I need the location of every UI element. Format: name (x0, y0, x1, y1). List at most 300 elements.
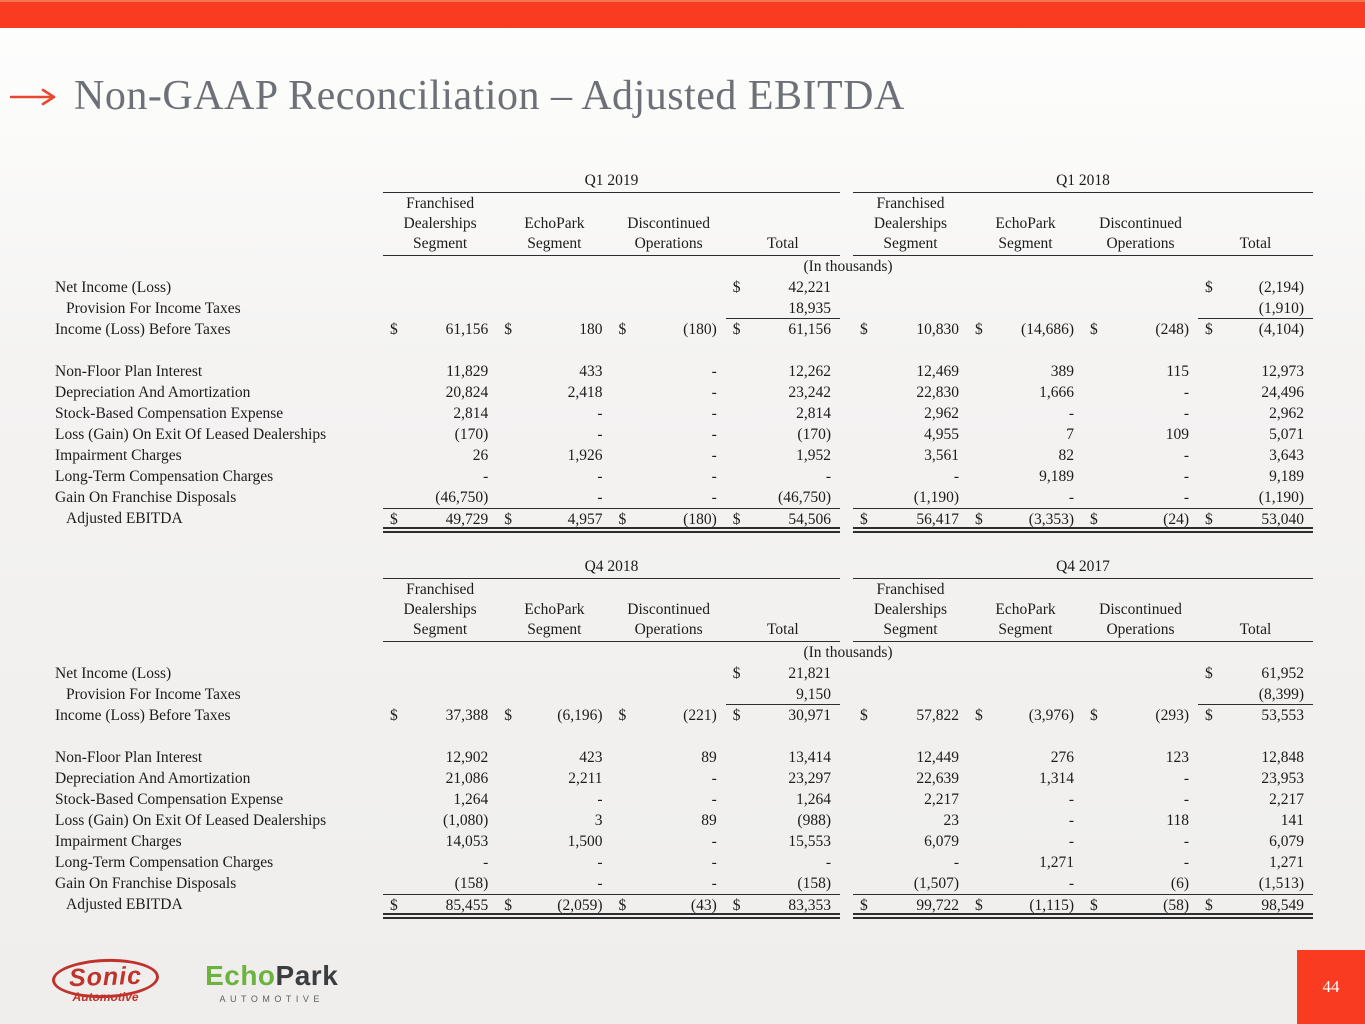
row-label: Provision For Income Taxes (66, 686, 241, 703)
dollar-sign: $ (860, 897, 868, 914)
amount-value: 12,973 (1261, 363, 1304, 380)
dollar-sign: $ (860, 707, 868, 724)
amount-value: 49,729 (445, 511, 489, 528)
amount-cell (497, 873, 611, 894)
amount-cell (1198, 319, 1313, 340)
group-gap (840, 663, 853, 684)
amount-cell (383, 895, 497, 913)
amount-cell (612, 509, 726, 527)
amount-cell (1198, 382, 1313, 403)
amount-value: 61,952 (1261, 665, 1304, 682)
column-headers (853, 579, 1313, 642)
table-row (55, 831, 1313, 852)
amount-group (853, 466, 1313, 487)
column-header: EchoPark Segment (524, 215, 585, 252)
amount-cell (1083, 663, 1198, 684)
amount-cell (612, 684, 726, 705)
amount-cell (612, 298, 726, 319)
amount-value: (6) (1170, 875, 1189, 892)
amount-value: - (1183, 833, 1189, 850)
amount-cell (383, 810, 497, 831)
dollar-sign: $ (618, 897, 627, 914)
amount-cell (726, 298, 840, 319)
column-header: Franchised Dealerships Segment (403, 195, 477, 252)
dollar-sign: $ (504, 321, 512, 338)
amount-value: 53,553 (1261, 707, 1304, 724)
amount-cell (853, 445, 968, 466)
amount-value: 30,971 (788, 707, 831, 724)
amount-value: - (1068, 489, 1074, 506)
echopark-automotive-logo (205, 960, 338, 1004)
amount-cell (968, 768, 1083, 789)
top-accent-bar (0, 0, 1365, 28)
amount-value: (1,190) (1258, 489, 1304, 506)
amount-cell (1198, 873, 1313, 894)
amount-group (853, 361, 1313, 382)
amount-cell (612, 852, 726, 873)
amount-cell (1083, 277, 1198, 298)
amount-group (853, 768, 1313, 789)
amount-cell (968, 319, 1083, 340)
label-column-spacer (55, 256, 383, 277)
amount-value: 3 (594, 812, 603, 829)
amount-value: 12,469 (916, 363, 959, 380)
amount-cell (853, 810, 968, 831)
amount-group (853, 445, 1313, 466)
amount-value: (6,196) (557, 707, 603, 724)
amount-cell (1198, 810, 1313, 831)
amount-cell (612, 663, 726, 684)
group-gap (840, 361, 853, 382)
dollar-sign: $ (732, 279, 741, 296)
reconciliation-table (55, 556, 1313, 919)
period-title: Q1 2018 (853, 170, 1313, 193)
table-header (55, 556, 1313, 642)
amount-value: 42,221 (788, 279, 831, 296)
amount-cell (1083, 895, 1198, 913)
amount-cell (497, 466, 611, 487)
amount-cell (1083, 873, 1198, 894)
title-block (10, 72, 905, 120)
amount-cell (968, 509, 1083, 527)
amount-cell (1083, 831, 1198, 852)
row-label: Long-Term Compensation Charges (55, 468, 274, 485)
amount-value: 4,957 (567, 511, 603, 528)
amount-cell (383, 298, 497, 319)
amount-cell (612, 277, 726, 298)
column-header: Franchised Dealerships Segment (873, 195, 948, 252)
amount-cell (853, 361, 968, 382)
column-header: Total (767, 621, 799, 638)
amount-value: (43) (690, 897, 717, 914)
amount-value: 6,079 (1269, 833, 1304, 850)
amount-cell (853, 466, 968, 487)
amount-cell (853, 424, 968, 445)
amount-value: 4,955 (924, 426, 959, 443)
amount-cell (1198, 831, 1313, 852)
column-headers (383, 579, 840, 642)
amount-group (383, 873, 840, 894)
amount-cell (726, 684, 840, 705)
amount-group (383, 705, 840, 726)
amount-cell (968, 466, 1083, 487)
amount-value: - (1183, 854, 1189, 871)
row-label: Impairment Charges (55, 447, 182, 464)
amount-cell (612, 895, 726, 913)
amount-cell (968, 810, 1083, 831)
amount-value: (1,115) (1029, 897, 1074, 914)
group-gap (840, 831, 853, 852)
amount-value: 23,242 (788, 384, 831, 401)
amount-value: 2,962 (1269, 405, 1304, 422)
amount-cell (853, 768, 968, 789)
amount-value: - (597, 791, 603, 808)
amount-group (383, 466, 840, 487)
amount-cell (383, 487, 497, 508)
amount-value: (221) (683, 707, 717, 724)
amount-cell (853, 831, 968, 852)
amount-value: (8,399) (1258, 686, 1304, 703)
amount-value: (1,080) (443, 812, 489, 829)
amount-cell (1083, 487, 1198, 508)
amount-group (383, 487, 840, 508)
amount-cell (1198, 747, 1313, 768)
amount-group (383, 277, 840, 298)
amount-value: - (597, 854, 603, 871)
amount-cell (497, 852, 611, 873)
dollar-sign: $ (1205, 665, 1213, 682)
amount-cell (383, 361, 497, 382)
amount-value: - (953, 854, 959, 871)
amount-cell (497, 509, 611, 527)
amount-cell (497, 319, 611, 340)
amount-cell (968, 747, 1083, 768)
row-label: Net Income (Loss) (55, 279, 172, 296)
amount-cell (612, 487, 726, 508)
amount-group (853, 424, 1313, 445)
amount-value: 14,053 (445, 833, 489, 850)
amount-cell (612, 789, 726, 810)
amount-group (383, 747, 840, 768)
table-row (55, 747, 1313, 768)
table-row (55, 466, 1313, 487)
column-header: Discontinued Operations (627, 601, 710, 638)
row-label: Provision For Income Taxes (66, 300, 241, 317)
amount-cell (612, 361, 726, 382)
amount-cell (726, 445, 840, 466)
dollar-sign: $ (390, 511, 398, 528)
amount-cell (383, 424, 497, 445)
amount-cell (383, 663, 497, 684)
dollar-sign: $ (1205, 707, 1213, 724)
amount-value: - (483, 468, 489, 485)
amount-group (853, 298, 1313, 319)
amount-group (383, 298, 840, 319)
amount-group (853, 810, 1313, 831)
sonic-logo-text: Sonic (68, 961, 143, 993)
column-header: Discontinued Operations (1099, 601, 1182, 638)
dollar-sign: $ (732, 511, 741, 528)
amount-cell (968, 873, 1083, 894)
amount-value: (2,194) (1258, 279, 1304, 296)
amount-value: 13,414 (788, 749, 831, 766)
amount-value: 89 (701, 812, 717, 829)
amount-cell (383, 466, 497, 487)
amount-cell (1083, 445, 1198, 466)
amount-cell (968, 684, 1083, 705)
group-gap (840, 768, 853, 789)
amount-group (853, 663, 1313, 684)
amount-cell (968, 487, 1083, 508)
amount-group (853, 831, 1313, 852)
amount-value: - (711, 791, 717, 808)
amount-cell (853, 852, 968, 873)
amount-value: (1,910) (1258, 300, 1304, 317)
amount-value: 7 (1066, 426, 1074, 443)
amount-value: 23,953 (1261, 770, 1304, 787)
amount-value: 2,211 (568, 770, 603, 787)
column-header: Franchised Dealerships Segment (873, 581, 948, 638)
row-label: Non-Floor Plan Interest (55, 749, 203, 766)
amount-cell (497, 768, 611, 789)
footer (52, 959, 338, 1004)
amount-cell (853, 319, 968, 340)
column-headers (853, 193, 1313, 256)
table-row (55, 508, 1313, 533)
table-row (55, 424, 1313, 445)
table-row (55, 445, 1313, 466)
amount-value: (1,513) (1258, 875, 1304, 892)
dollar-sign: $ (504, 897, 512, 914)
amount-value: 83,353 (788, 897, 831, 914)
amount-value: - (711, 363, 717, 380)
amount-cell (1198, 487, 1313, 508)
dollar-sign: $ (732, 321, 741, 338)
amount-cell (383, 445, 497, 466)
amount-group (853, 403, 1313, 424)
group-gap (840, 810, 853, 831)
dollar-sign: $ (618, 511, 627, 528)
amount-value: (170) (454, 426, 489, 443)
sonic-automotive-logo (52, 959, 159, 1004)
amount-value: - (1183, 770, 1189, 787)
amount-cell (1198, 768, 1313, 789)
group-gap (840, 466, 853, 487)
amount-cell (383, 277, 497, 298)
amount-cell (1198, 445, 1313, 466)
page-number: 44 (1322, 977, 1340, 996)
column-header: Total (1239, 235, 1272, 252)
row-label: Impairment Charges (55, 833, 182, 850)
amount-cell (497, 895, 611, 913)
amount-value: 5,071 (1269, 426, 1304, 443)
amount-cell (726, 361, 840, 382)
amount-value: 21,086 (445, 770, 489, 787)
amount-cell (612, 768, 726, 789)
table-row (55, 810, 1313, 831)
group-gap (840, 684, 853, 705)
amount-group (383, 663, 840, 684)
amount-group (853, 747, 1313, 768)
amount-value: 20,824 (445, 384, 489, 401)
amount-value: 24,496 (1261, 384, 1304, 401)
amount-group (853, 382, 1313, 403)
amount-cell (383, 831, 497, 852)
amount-value: (293) (1155, 707, 1189, 724)
amount-value: - (1183, 405, 1189, 422)
row-label: Adjusted EBITDA (66, 896, 183, 913)
amount-value: 26 (472, 447, 489, 464)
dollar-sign: $ (1205, 897, 1213, 914)
units-row (55, 256, 1313, 277)
amount-cell (1083, 705, 1198, 726)
echopark-logo-subtext: AUTOMOTIVE (219, 993, 324, 1004)
amount-cell (968, 424, 1083, 445)
amount-cell (497, 382, 611, 403)
label-column-spacer (55, 556, 383, 642)
echopark-logo-text: EchoPark (205, 959, 339, 991)
amount-value: 53,040 (1261, 511, 1304, 528)
dollar-sign: $ (1090, 511, 1098, 528)
column-header: Discontinued Operations (627, 215, 710, 252)
table-row (55, 382, 1313, 403)
amount-value: 1,264 (796, 791, 831, 808)
amount-cell (383, 705, 497, 726)
amount-cell (383, 403, 497, 424)
amount-cell (968, 663, 1083, 684)
dollar-sign: $ (975, 897, 983, 914)
amount-cell (1083, 747, 1198, 768)
amount-value: - (597, 489, 603, 506)
row-label: Adjusted EBITDA (66, 510, 183, 527)
amount-value: 118 (1166, 812, 1189, 829)
amount-cell (853, 747, 968, 768)
column-header: EchoPark Segment (995, 215, 1056, 252)
period-title: Q4 2017 (853, 556, 1313, 579)
amount-cell (1198, 277, 1313, 298)
dollar-sign: $ (1090, 897, 1098, 914)
dollar-sign: $ (975, 707, 983, 724)
amount-cell (968, 789, 1083, 810)
amount-group (853, 684, 1313, 705)
amount-cell (1083, 789, 1198, 810)
amount-value: - (711, 489, 717, 506)
amount-group (853, 852, 1313, 873)
amount-cell (968, 361, 1083, 382)
amount-cell (726, 768, 840, 789)
amount-cell (497, 663, 611, 684)
row-label: Gain On Franchise Disposals (55, 875, 237, 892)
amount-cell (1198, 509, 1313, 527)
amount-group (383, 445, 840, 466)
group-gap (840, 445, 853, 466)
amount-cell (726, 705, 840, 726)
sonic-oval-swoosh (51, 957, 159, 1000)
dollar-sign: $ (618, 321, 627, 338)
amount-value: (1,507) (913, 875, 959, 892)
amount-cell (726, 852, 840, 873)
amount-value: 423 (579, 749, 603, 766)
row-label: Income (Loss) Before Taxes (55, 707, 231, 724)
amount-value: 22,830 (916, 384, 959, 401)
dollar-sign: $ (732, 897, 741, 914)
amount-value: 12,848 (1261, 749, 1304, 766)
amount-value: 23,297 (788, 770, 831, 787)
amount-cell (612, 873, 726, 894)
amount-cell (726, 319, 840, 340)
units-note: (In thousands) (803, 258, 893, 275)
units-row (55, 642, 1313, 663)
dollar-sign: $ (390, 321, 398, 338)
table-row (55, 663, 1313, 684)
amount-value: 12,902 (445, 749, 489, 766)
dollar-sign: $ (504, 511, 512, 528)
amount-value: - (825, 468, 831, 485)
table-row (55, 403, 1313, 424)
row-label: Stock-Based Compensation Expense (55, 791, 284, 808)
amount-cell (726, 873, 840, 894)
amount-value: - (711, 770, 717, 787)
amount-cell (497, 277, 611, 298)
amount-value: - (1068, 791, 1074, 808)
amount-value: 23 (943, 812, 959, 829)
amount-value: (24) (1163, 511, 1189, 528)
amount-value: - (711, 854, 717, 871)
row-label: Loss (Gain) On Exit Of Leased Dealerships (55, 812, 327, 829)
amount-cell (383, 684, 497, 705)
amount-cell (497, 747, 611, 768)
amount-cell (383, 382, 497, 403)
amount-value: - (597, 426, 603, 443)
group-gap (840, 852, 853, 873)
dollar-sign: $ (860, 511, 868, 528)
amount-value: - (597, 405, 603, 422)
dollar-sign: $ (618, 707, 627, 724)
amount-cell (853, 663, 968, 684)
amount-cell (612, 424, 726, 445)
amount-value: 115 (1166, 363, 1189, 380)
amount-cell (853, 487, 968, 508)
amount-cell (968, 298, 1083, 319)
dollar-sign: $ (1205, 321, 1213, 338)
column-header: Franchised Dealerships Segment (403, 581, 477, 638)
table-row (55, 487, 1313, 508)
amount-value: 12,262 (788, 363, 831, 380)
group-gap (840, 894, 853, 919)
amount-cell (497, 831, 611, 852)
amount-value: 98,549 (1261, 897, 1304, 914)
amount-value: - (711, 447, 717, 464)
amount-value: - (1068, 812, 1074, 829)
column-header: Total (767, 235, 799, 252)
amount-group (853, 789, 1313, 810)
row-label: Loss (Gain) On Exit Of Leased Dealerships (55, 426, 327, 443)
sonic-logo-subtext: Automotive (72, 990, 139, 1004)
dollar-sign: $ (1090, 321, 1098, 338)
amount-cell (497, 424, 611, 445)
amount-value: 1,314 (1039, 770, 1074, 787)
row-label: Depreciation And Amortization (55, 770, 251, 787)
amount-group (383, 319, 840, 340)
row-label: Net Income (Loss) (55, 665, 172, 682)
amount-value: 389 (1050, 363, 1074, 380)
amount-value: 10,830 (916, 321, 959, 338)
amount-value: (3,976) (1028, 707, 1074, 724)
amount-value: - (1183, 468, 1189, 485)
amount-value: 141 (1280, 812, 1304, 829)
period-group (383, 170, 840, 256)
amount-cell (497, 789, 611, 810)
